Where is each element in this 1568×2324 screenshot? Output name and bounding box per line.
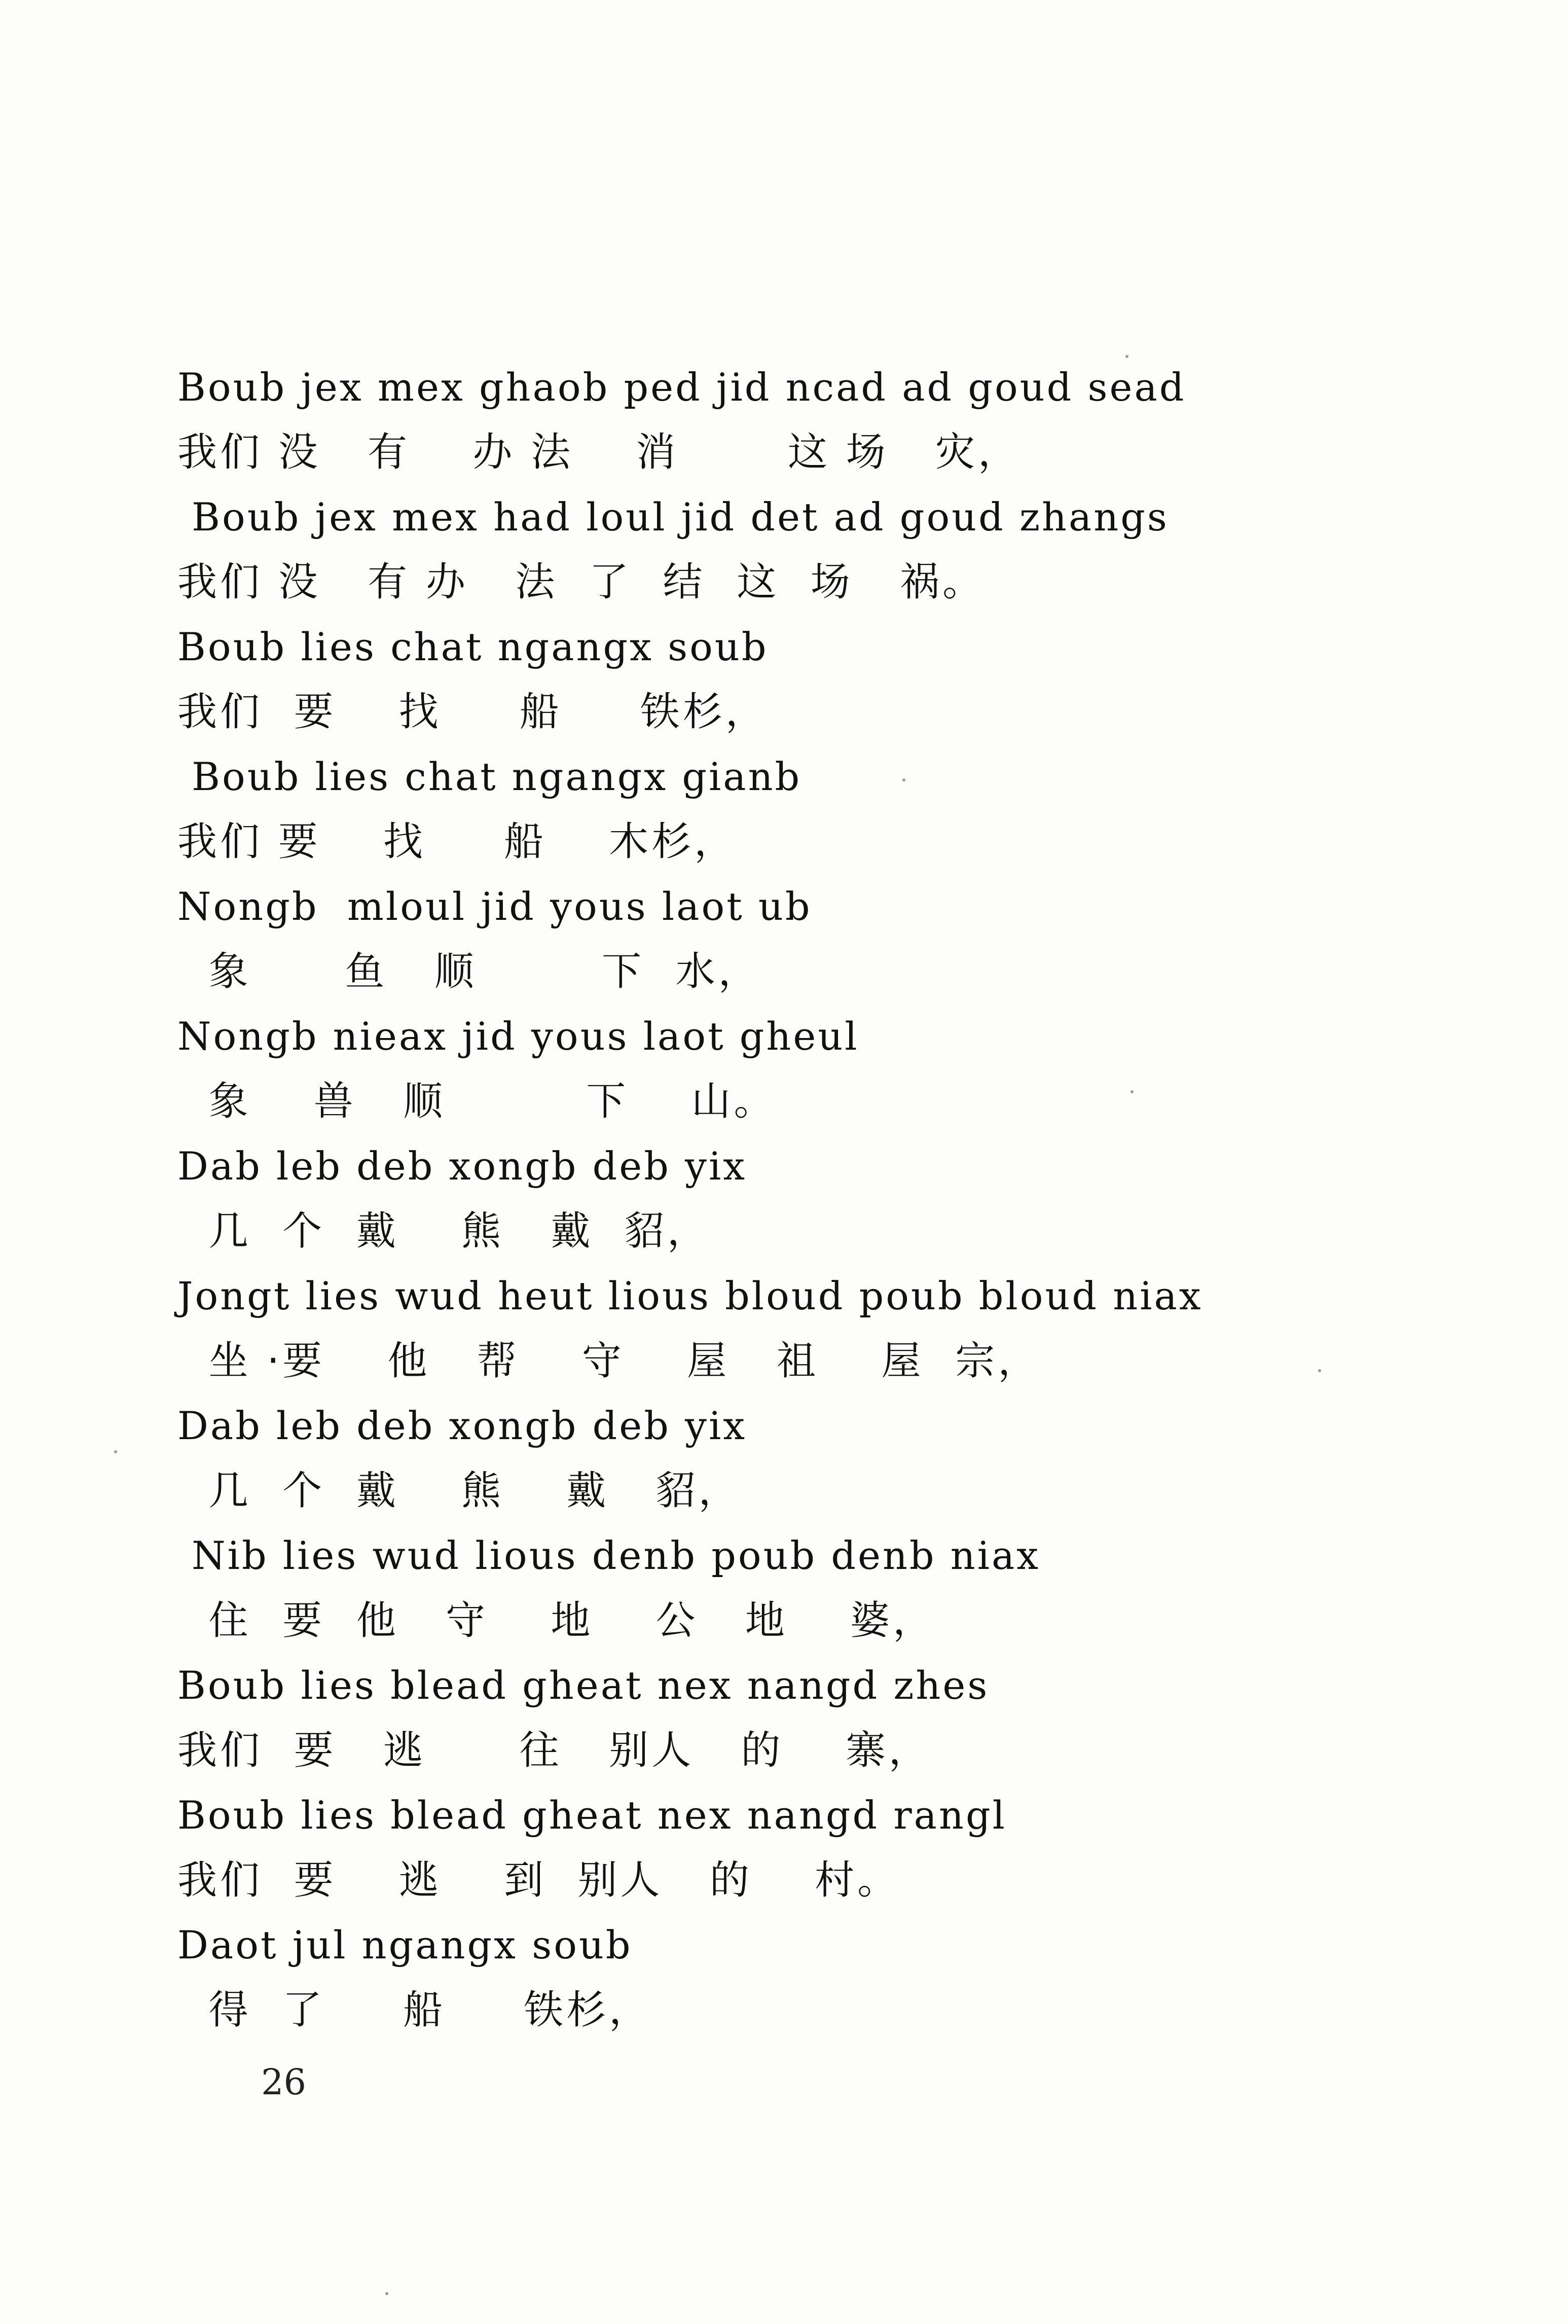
chinese-gloss-line: 几 个 戴 熊 戴 貂， bbox=[177, 1468, 741, 1514]
romanized-line: Boub jex mex had loul jid det ad goud zhangs bbox=[177, 494, 1169, 540]
romanized-line: Dab leb deb xongb deb yix bbox=[177, 1143, 747, 1189]
romanized-line: Boub lies blead gheat nex nangd zhes bbox=[177, 1663, 990, 1708]
chinese-gloss-line: 象 鱼 顺 下 水， bbox=[177, 949, 761, 994]
print-speck bbox=[1131, 1090, 1134, 1093]
chinese-gloss-line: 我们 要 逃 往 别人 的 寨， bbox=[177, 1728, 931, 1773]
chinese-gloss-line: 几 个 戴 熊 戴 貂， bbox=[177, 1208, 710, 1254]
romanized-line: Nongb mloul jid yous laot ub bbox=[177, 884, 812, 929]
romanized-line: Daot jul ngangx soub bbox=[177, 1922, 633, 1968]
romanized-line: Nib lies wud lious denb poub denb niax bbox=[177, 1533, 1041, 1578]
page-number: 26 bbox=[261, 2061, 307, 2103]
print-speck bbox=[385, 2292, 388, 2295]
romanized-line: Boub jex mex ghaob ped jid ncad ad goud sead bbox=[177, 365, 1186, 410]
bilingual-verse-text bbox=[177, 355, 1445, 2043]
chinese-gloss-line: 住 要 他 守 地 公 地 婆， bbox=[177, 1598, 936, 1643]
chinese-gloss-line: 我们 没 有 办 法 消 这 场 灾， bbox=[177, 430, 1021, 475]
romanized-line: Boub lies chat ngangx gianb bbox=[177, 754, 802, 799]
romanized-line: Boub lies chat ngangx soub bbox=[177, 624, 769, 669]
romanized-line: Boub lies blead gheat nex nangd rangl bbox=[177, 1793, 1007, 1838]
print-speck bbox=[902, 778, 905, 781]
chinese-gloss-line: 坐 ·要 他 帮 守 屋 祖 屋 宗， bbox=[177, 1338, 1041, 1384]
print-speck bbox=[1125, 355, 1128, 358]
chinese-gloss-line: 象 兽 顺 下 山。 bbox=[177, 1079, 777, 1124]
chinese-gloss-line: 我们 没 有 办 法 了 结 这 场 祸。 bbox=[177, 559, 986, 605]
print-speck bbox=[1318, 1369, 1321, 1372]
chinese-gloss-line: 我们 要 找 船 铁杉， bbox=[177, 689, 768, 735]
chinese-gloss-line: 我们 要 找 船 木杉， bbox=[177, 819, 737, 865]
chinese-gloss-line: 我们 要 逃 到 别人 的 村。 bbox=[177, 1857, 900, 1903]
romanized-line: Jongt lies wud heut lious bloud poub bloud niax bbox=[177, 1273, 1203, 1318]
romanized-line: Nongb nieax jid yous laot gheul bbox=[177, 1014, 859, 1059]
print-speck bbox=[114, 1450, 117, 1453]
romanized-line: Dab leb deb xongb deb yix bbox=[177, 1403, 747, 1448]
chinese-gloss-line: 得 了 船 铁杉， bbox=[177, 1987, 652, 2033]
